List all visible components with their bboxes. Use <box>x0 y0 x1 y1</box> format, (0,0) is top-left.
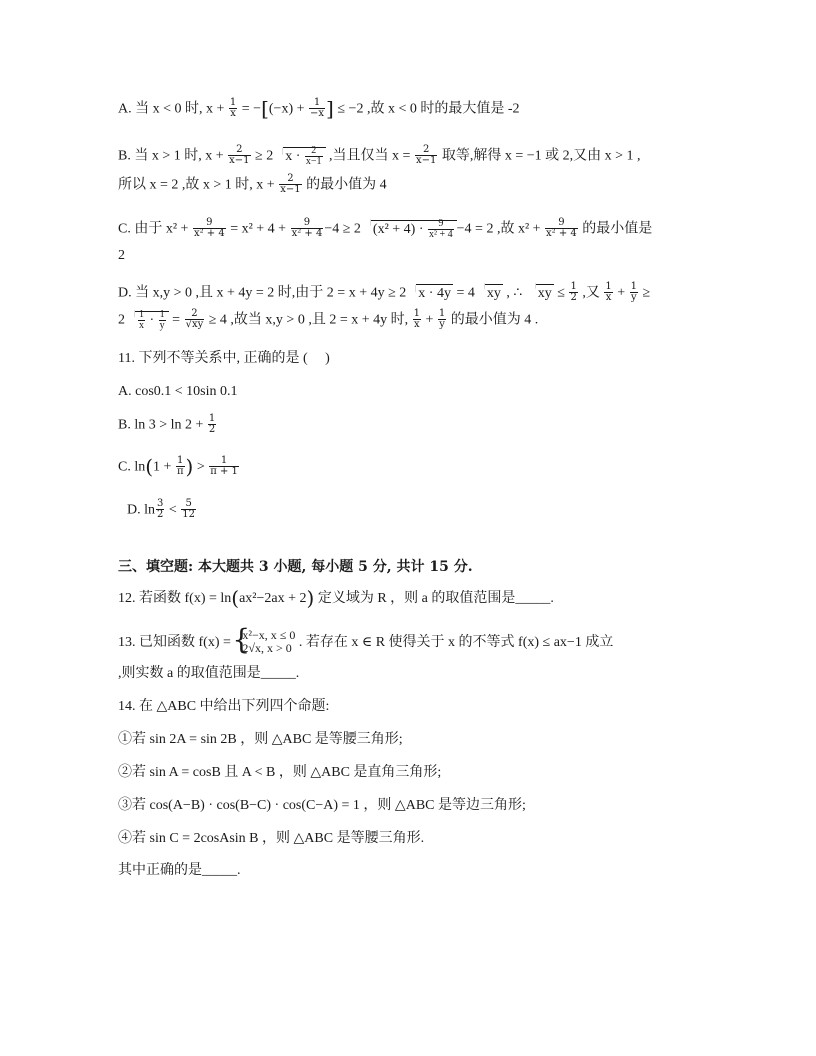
answer-prompt-text: 其中正确的是_____. <box>118 863 241 878</box>
proposition-3 <box>118 795 526 816</box>
question-13-line-2 <box>118 663 299 684</box>
option-c-line-1: C. 由于 x² + $\frac{9}{\text{x² + 4}}$ = x² + 4 + $\frac{9}{\text{x² + 4}}$ −4 ≥ 2 (x² + 4) · $\frac{9}{\text{x² + 4}}$ −4 = 2 ,故 x² + $\frac{9}{\text{x² + 4}}$ 的最小值是 <box>118 217 653 240</box>
proposition-4-text: ④若 sin C = 2cosAsin B ，则 △ABC 是等腰三角形. <box>118 831 425 846</box>
proposition-1 <box>118 729 403 750</box>
q11-option-d: D. ln $\frac{3}{2}$ < $\frac{5}{12}$ <box>127 498 196 520</box>
section-heading-text: 三、填空题: 本大题共 3 小题, 每小题 5 分, 共计 15 分. <box>118 559 473 575</box>
question-12: 12. 若函数 f(x) = ln(ax²−2ax + 2) 定义域为 R ，则 a 的取值范围是_____. <box>118 586 554 610</box>
question-11-text: 11. 下列不等关系中, 正确的是 ( ) <box>118 351 330 366</box>
proposition-2 <box>118 762 441 783</box>
option-b-line-1: B. 当 x > 1 时, x + $\frac{2}{x-1}$ ≥ 2 x · $\frac{2}{x-1}$ ,当且仅当 x = $\frac{2}{x-1}$ 取等,解得 x = −1 或 2,又由 x > 1 , <box>118 144 641 167</box>
section-heading-fill-in <box>118 557 473 577</box>
proposition-3-text: ③若 cos(A−B) · cos(B−C) · cos(C−A) = 1 ，则 △ABC 是等边三角形; <box>118 798 526 813</box>
question-14-text: 14. 在 △ABC 中给出下列四个命题: <box>118 699 330 714</box>
option-c-text-2: 2 <box>118 248 125 263</box>
answer-prompt <box>118 860 241 881</box>
question-13-line-1: 13. 已知函数 f(x) = { x²−x, x ≤ 0 2√x, x > 0 . 若存在 x ∈ R 使得关于 x 的不等式 f(x) ≤ ax−1 成立 <box>118 629 613 655</box>
proposition-2-text: ②若 sin A = cosB 且 A < B ，则 △ABC 是直角三角形; <box>118 765 442 780</box>
question-11 <box>118 348 330 369</box>
option-c-line-2 <box>118 245 125 266</box>
option-b-line-2: 所以 x = 2 ,故 x > 1 时, x + $\frac{2}{x-1}$ 的最小值为 4 <box>118 173 387 195</box>
q11-option-a-text: A. cos0.1 < 10sin 0.1 <box>118 384 238 399</box>
question-14 <box>118 696 329 717</box>
option-d-line-1: D. 当 x,y > 0 ,且 x + 4y = 2 时,由于 2 = x + 4y ≥ 2 x · 4y = 4 xy , ∴ xy ≤ $\frac{1}{2}$ ,又 $\frac{1}{x}$ + $\frac{1}{y}$ ≥ <box>118 281 651 303</box>
q11-option-b: B. ln 3 > ln 2 + $\frac{1}{2}$ <box>118 413 216 435</box>
proposition-4 <box>118 828 424 849</box>
option-a-line: A. 当 x < 0 时, x + $\frac{1}{x}$ = −[(−x) + $\frac{1}{-x}$ ] ≤ −2 ,故 x < 0 时的最大值是 -2 <box>118 96 520 121</box>
question-13-text-2: ,则实数 a 的取值范围是_____. <box>118 666 300 681</box>
proposition-1-text: ①若 sin 2A = sin 2B ，则 △ABC 是等腰三角形; <box>118 732 403 747</box>
q11-option-c: C. ln(1 + $\frac{1}{\pi}$ ) > $\frac{1}{\pi + 1}$ <box>118 454 238 479</box>
option-d-line-2: 2 $\frac{1}{x}$ · $\frac{1}{y}$ = $\frac{2}{√xy}$ ≥ 4 ,故当 x,y > 0 ,且 2 = x + 4y 时, $\frac{1}{x}$ + $\frac{1}{y}$ 的最小值为 4 . <box>118 308 539 331</box>
q11-option-a <box>118 381 238 402</box>
